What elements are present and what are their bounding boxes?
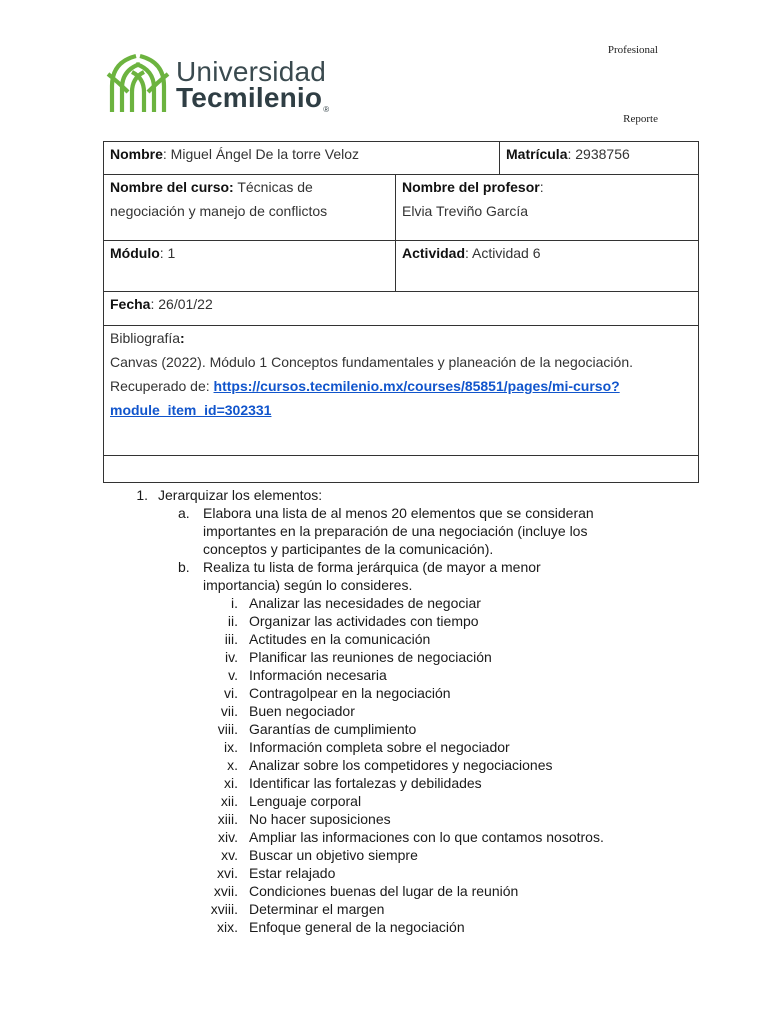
tecmilenio-logo-icon (106, 52, 170, 114)
bibliografia-cell: Bibliografía: Canvas (2022). Módulo 1 Conceptos fundamentales y planeación de la negociación. Recuperado de: https://cursos.tecmilenio.mx/courses/85851/pages/mi-curso? module_item_id=302331 (104, 326, 699, 456)
header-reporte: Reporte (623, 113, 658, 125)
nombre-cell: Nombre: Miguel Ángel De la torre Veloz (104, 142, 500, 175)
student-info-table (103, 141, 699, 483)
fecha-cell: Fecha: 26/01/22 (104, 292, 699, 326)
document-page: Profesional Reporte Universidad Tecmilenio® Nombre: Miguel Ángel De la torre Veloz Matrícula: 2938756 Nombre del curso: Técnicas de negociación y manejo de conflictos Nombre del profesor: Elvia Treviño García Módulo: 1 Actividad: Actividad 6 Fecha: 26/01/22 Bibliografía: Canvas (2022). Módulo 1 Conceptos fundamentales y planeación de la negociación. Recuperado de: https://cursos.tecmilenio.mx/courses/85851/pages/mi-curso? module_item_id=302331 1. Jerarquizar los elementos: a. Elabora una lista de al menos 20 elementos que se consideran importantes en la preparación de una negociación (incluye los conceptos y participantes de la comunicación). b. Realiza tu lista de forma jerárquica (de mayor a menor importancia) según lo consideres. i. Analizar las necesidades de negociar ii. Organizar las actividades con tiempo iii. Actitudes en la comunicación iv. Planificar las reuniones de negociación v. Información necesaria vi. Contragolpear en la negociación vii. Buen negociador viii. Garantías de cumplimiento ix. Información completa sobre el negociador x. Analizar sobre los competidores y negociaciones xi. Identificar las fortalezas y debilidades xii. Lenguaje corporal xiii. No hacer suposiciones xiv. Ampliar las informaciones con lo que contamos nosotros. xv. Buscar un objetivo siempre xvi. Estar relajado xvii. Condiciones buenas del lugar de la reunión xviii. Determinar el margen xix. Enfoque general de la negociación (0, 0, 768, 1024)
profesor-cell: Nombre del profesor: Elvia Treviño García (396, 175, 699, 241)
curso-cell: Nombre del curso: Técnicas de negociación y manejo de conflictos (104, 175, 396, 241)
empty-row (104, 456, 699, 483)
bibliografia-link[interactable]: https://cursos.tecmilenio.mx/courses/85851/pages/mi-curso? module_item_id=302331 (110, 378, 620, 418)
header-profesional: Profesional (607, 44, 658, 56)
bibliografia-citation: Canvas (2022). Módulo 1 Conceptos fundamentales y planeación de la negociación. (110, 354, 634, 370)
matricula-cell: Matrícula: 2938756 (500, 142, 699, 175)
logo-text-universidad: Universidad (176, 56, 327, 87)
actividad-cell: Actividad: Actividad 6 (396, 241, 699, 292)
university-logo (106, 52, 346, 116)
modulo-cell: Módulo: 1 (104, 241, 396, 292)
logo-text-tecmilenio: Tecmilenio® (176, 82, 330, 114)
